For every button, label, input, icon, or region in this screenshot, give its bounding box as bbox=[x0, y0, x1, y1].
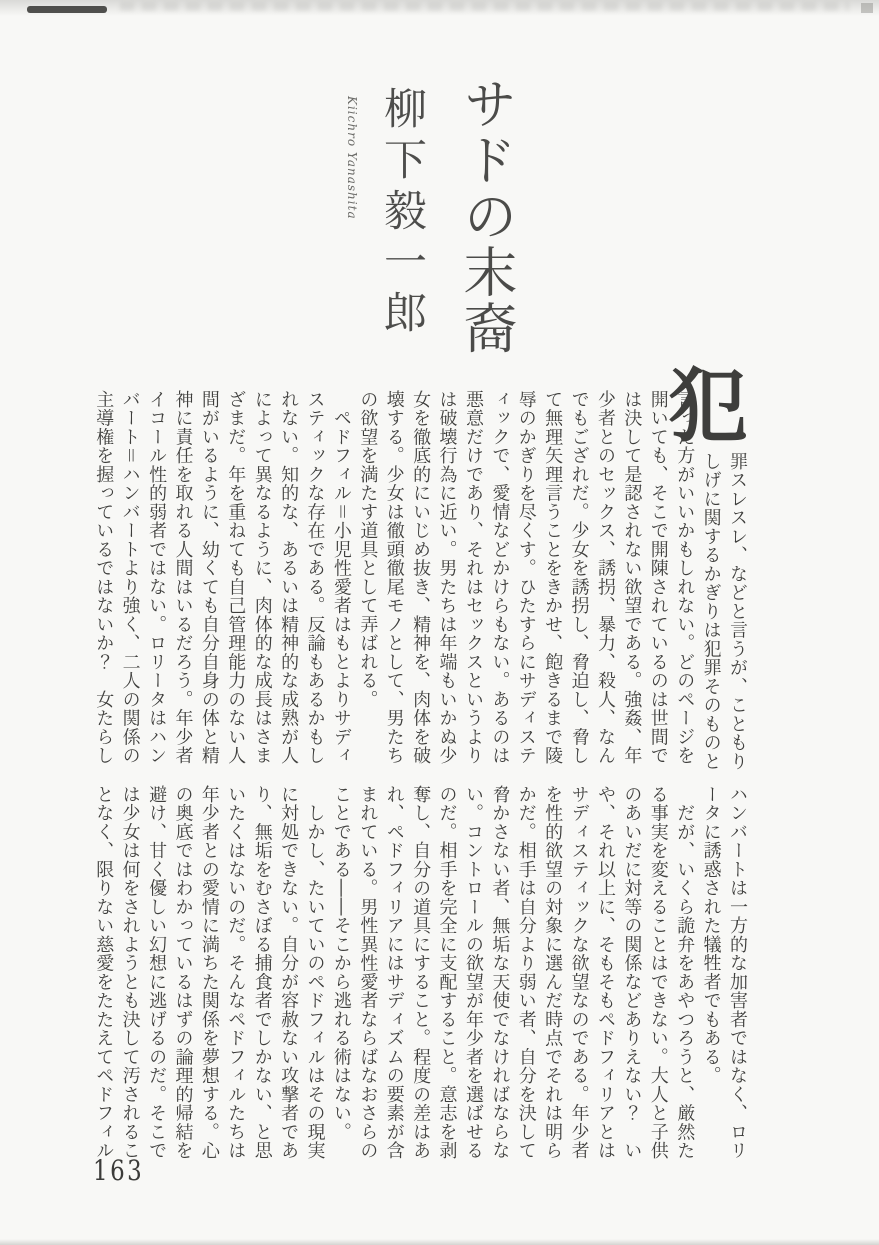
text-column: ことである――そこから逃れる術はない。 bbox=[330, 785, 352, 1142]
text-column: の欲望を満たす道具として弄ばれる。 bbox=[357, 390, 379, 709]
text-column: い。コントロールの欲望が年少者を選ばせる bbox=[462, 785, 484, 1160]
text-column: る事実を変えることはできない。大人と子供 bbox=[647, 785, 669, 1160]
book-title: サドの末裔 bbox=[455, 76, 518, 356]
text-column: 開いても、そこで開陳されているのは世間で bbox=[647, 390, 669, 765]
text-column: しかし、たいていのペドフィルはその現実 bbox=[304, 785, 326, 1160]
text-column: 脅かさない者、無垢な天使でなければならな bbox=[489, 785, 511, 1160]
text-column: だが、いくら詭弁をあやつろうと、厳然た bbox=[674, 785, 696, 1160]
text-column: て無理矢理言うことをきかせ、飽きるまで陵 bbox=[542, 390, 564, 765]
text-column: ペドフィル＝小児性愛者はもとよりサディ bbox=[330, 390, 352, 765]
text-column: バート＝ハンバートより強く、二人の関係の bbox=[119, 390, 141, 765]
text-column: 年少者との愛情に満ちた関係を夢想する。心 bbox=[198, 785, 220, 1160]
text-column: まれている。男性異性愛者ならばなおさらの bbox=[357, 785, 379, 1160]
text-column: ィックで、愛情などかけらもない。あるのは bbox=[489, 390, 511, 765]
text-column: 避け、甘く優しい幻想に逃げるのだ。そこで bbox=[146, 785, 168, 1160]
text-column: は破壊行為に近い。男たちは年端もいかぬ少 bbox=[436, 390, 458, 765]
text-column: の奥底ではわかっているはずの論理的帰結を bbox=[172, 785, 194, 1160]
scan-artifact-text-bleed bbox=[120, 2, 849, 11]
text-column: かだ。相手は自分より弱い者、自分を決して bbox=[515, 785, 537, 1160]
author-name: 柳下毅一郎 bbox=[377, 86, 427, 341]
text-column: のだ。相手を完全に支配すること。意志を剥 bbox=[436, 785, 458, 1160]
text-column: ータに誘惑された犠牲者でもある。 bbox=[700, 785, 722, 1085]
text-column: スティックな存在である。反論もあるかもし bbox=[304, 390, 326, 765]
text-column: 少者とのセックス、誘拐、暴力、殺人、なん bbox=[594, 390, 616, 765]
text-column: サディスティックな欲望なのである。年少者 bbox=[568, 785, 590, 1160]
text-column: れ、ペドフィリアにはサディズムの要素が含 bbox=[383, 785, 405, 1160]
text-column: 主導権を握っているではないか？ 女たらし bbox=[93, 390, 115, 765]
text-column: 言った方がいいかもしれない。どのページを bbox=[674, 390, 696, 765]
text-column: 罪スレスレ、などと言うが、こともり bbox=[727, 452, 748, 771]
text-column: ざまだ。年を重ねても自己管理能力のない人 bbox=[225, 390, 247, 765]
scan-artifact-bottom-band bbox=[0, 1239, 879, 1245]
text-block-lower bbox=[88, 785, 750, 1163]
text-column: でもござれだ。少女を誘拐し、脅迫し、脅し bbox=[568, 390, 590, 765]
text-column: を性的欲望の対象に選んだ時点でそれは明ら bbox=[542, 785, 564, 1160]
scan-artifact-mark-right bbox=[861, 3, 873, 13]
text-column: 奪し、自分の道具にすること。程度の差はあ bbox=[410, 785, 432, 1160]
text-column: ハンバートは一方的な加害者ではなく、ロリ bbox=[727, 785, 748, 1160]
text-column: によって異なるように、肉体的な成長はさま bbox=[251, 390, 273, 765]
text-column: 辱のかぎりを尽くす。ひたすらにサディステ bbox=[515, 390, 537, 765]
text-column: のあいだに対等の関係などありえない？ い bbox=[621, 785, 643, 1160]
text-column: れない。知的な、あるいは精神的な成熟が人 bbox=[278, 390, 300, 765]
text-column: り、無垢をむさぼる捕食者でしかない、と思 bbox=[251, 785, 273, 1160]
text-column: イコール性的弱者ではない。ロリータはハン bbox=[146, 390, 168, 765]
text-column: は決して是認されない欲望である。強姦、年 bbox=[621, 390, 643, 765]
text-column: 間がいるように、幼くても自分自身の体と精 bbox=[198, 390, 220, 765]
text-column: 女を徹底的にいじめ抜き、精神を、肉体を破 bbox=[410, 390, 432, 765]
author-romaji: Kiichro Yanashita bbox=[345, 96, 359, 220]
text-column: は少女は何をされようとも決して汚されるこ bbox=[119, 785, 141, 1160]
dropcap-character: 犯 bbox=[668, 359, 748, 453]
page-number: 163 bbox=[93, 1154, 145, 1187]
text-column: に対処できない。自分が容赦ない攻撃者であ bbox=[278, 785, 300, 1160]
text-column: いたくはないのだ。そんなペドフィルたちは bbox=[225, 785, 247, 1160]
text-column: 悪意だけであり、それはセックスというより bbox=[462, 390, 484, 765]
scan-artifact-mark-left bbox=[27, 6, 107, 13]
text-block-upper bbox=[88, 390, 750, 771]
text-column: 壊する。少女は徹頭徹尾モノとして、男たち bbox=[383, 390, 405, 765]
text-column: となく、限りない慈愛をたたえてペドフィル bbox=[93, 785, 115, 1160]
text-column: 神に責任を取れる人間はいるだろう。年少者 bbox=[172, 390, 194, 765]
text-column: しげに関するかぎりは犯罪そのものと bbox=[700, 452, 722, 771]
text-column: や、それ以上に、そもそもペドフィリアとは bbox=[594, 785, 616, 1160]
